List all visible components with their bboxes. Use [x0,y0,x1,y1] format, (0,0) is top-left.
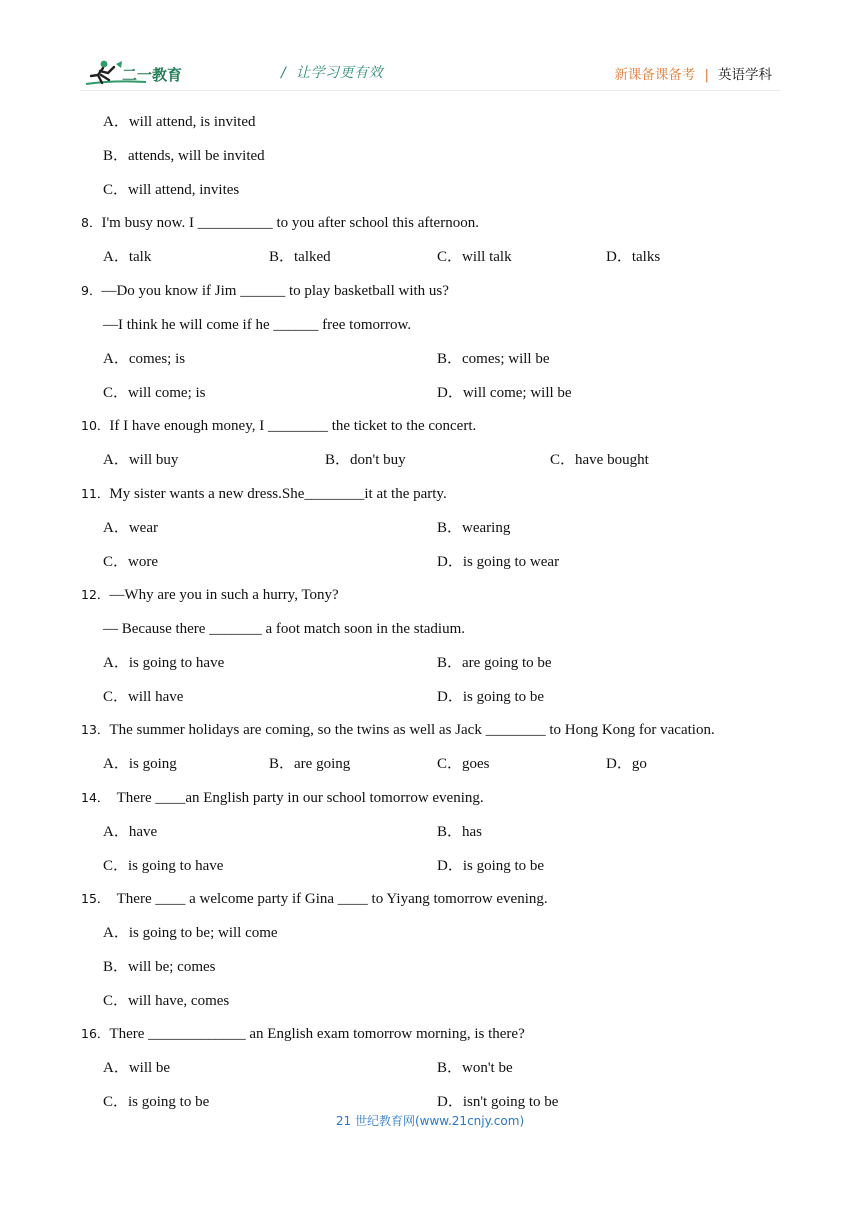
question-12-reply: — Because there _______ a foot match soon in the stadium. [103,621,465,637]
question-13: 13．The summer holidays are coming, so the twins as well as Jack ________ to Hong Kong for vacation. [81,722,715,738]
header-course-label: 新课备课备考 [614,67,696,83]
option-a: A．have [103,824,158,840]
question-15: 15． There ____ a welcome party if Gina ____ to Yiyang tomorrow evening. [81,891,548,907]
logo [84,58,196,88]
option-a: A．talk [103,249,152,265]
option-c: C．is going to be [103,1094,210,1110]
option-b: B．wearing [437,520,511,536]
option-c: C．will talk [437,249,512,265]
option-d: D．is going to be [437,689,545,705]
option-d: D．is going to wear [437,554,560,570]
option-d: D．isn't going to be [437,1094,559,1110]
option-a: A．is going [103,756,177,772]
option-a: A．will attend, is invited [103,114,256,130]
option-c: C．will have, comes [103,993,230,1009]
option-d: D．go [606,756,647,772]
question-16: 16．There _____________ an English exam tomorrow morning, is there? [81,1026,525,1042]
option-b: B．talked [269,249,331,265]
option-c: C．goes [437,756,490,772]
option-b: B．are going to be [437,655,552,671]
runner-logo-icon [84,58,196,88]
option-a: A．comes; is [103,351,186,367]
question-14: 14． There ____an English party in our school tomorrow evening. [81,790,484,806]
option-c: C．have bought [550,452,649,468]
page-header [80,54,780,94]
option-c: C．wore [103,554,158,570]
option-a: A．is going to have [103,655,225,671]
question-8: 8．I'm busy now. I __________ to you after school this afternoon. [81,215,479,231]
option-c: C．will attend, invites [103,182,240,198]
header-subject-label: 英语学科 [718,67,772,83]
header-subject: 新课备课备考 | 英语学科 [614,67,772,83]
question-10: 10．If I have enough money, I ________ the ticket to the concert. [81,418,477,434]
footer-link[interactable]: 21 世纪教育网(www.21cnjy.com) [335,1114,525,1128]
option-a: A．will buy [103,452,179,468]
option-b: B．attends, will be invited [103,148,265,164]
option-d: D．talks [606,249,661,265]
option-c: C．is going to have [103,858,224,874]
svg-text:二一教育: 二一教育 [122,66,183,84]
header-divider [80,90,780,91]
option-b: B．don't buy [325,452,406,468]
question-9-reply: —I think he will come if he ______ free tomorrow. [103,317,412,333]
option-d: D．will come; will be [437,385,572,401]
option-a: A．is going to be; will come [103,925,278,941]
option-b: B．won't be [437,1060,513,1076]
option-a: A．wear [103,520,158,536]
slogan: / 让学习更有效 [281,65,384,81]
option-b: B．has [437,824,483,840]
option-a: A．will be [103,1060,171,1076]
question-11: 11．My sister wants a new dress.She________it at the party. [81,486,447,502]
option-b: B．will be; comes [103,959,216,975]
option-b: B．are going [269,756,351,772]
option-b: B．comes; will be [437,351,550,367]
question-9: 9．—Do you know if Jim ______ to play basketball with us? [81,283,449,299]
option-c: C．will have [103,689,184,705]
option-d: D．is going to be [437,858,545,874]
question-12: 12．—Why are you in such a hurry, Tony? [81,587,339,603]
option-c: C．will come; is [103,385,206,401]
